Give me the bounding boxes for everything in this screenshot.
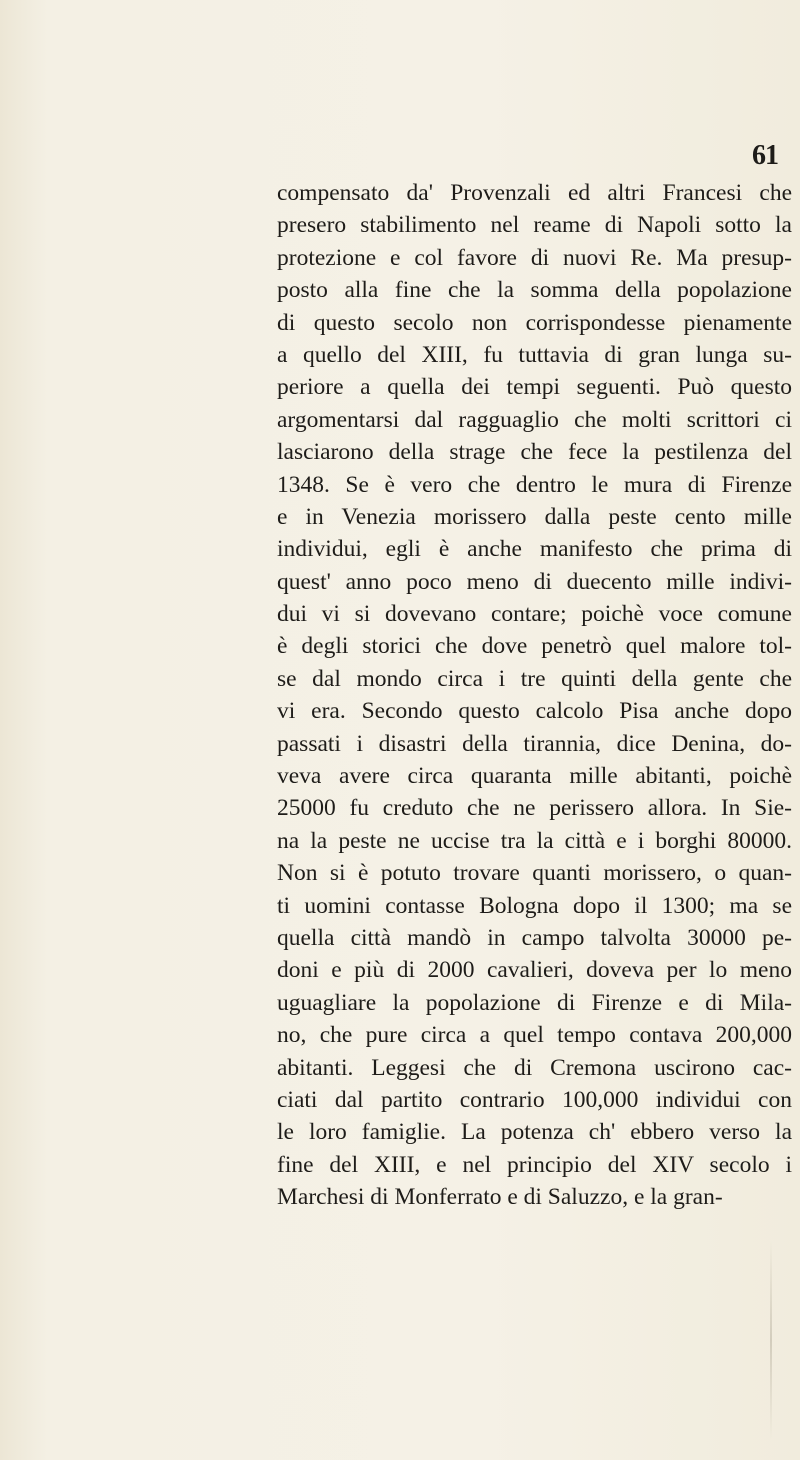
text-line: compensato da' Provenzali ed altri Francesi che xyxy=(277,180,792,206)
text-line: doni e più di 2000 cavalieri, doveva per lo meno xyxy=(277,957,792,984)
body-text xyxy=(277,177,792,1214)
page-edge-shadow xyxy=(770,1240,772,1440)
text-line: ciati dal partito contrario 100,000 individui con xyxy=(277,1086,792,1113)
text-line: dui vi si dovevano contare; poichè voce comune xyxy=(277,601,792,628)
text-line: se dal mondo circa i tre quinti della gente che xyxy=(277,665,792,692)
text-line: protezione e col favore di nuovi Re. Ma presup- xyxy=(277,244,792,271)
text-line: uguagliare la popolazione di Firenze e di Mila- xyxy=(277,989,792,1016)
text-line: passati i disastri della tirannia, dice Denina, do- xyxy=(277,730,792,757)
text-line: argomentarsi dal ragguaglio che molti scrittori ci xyxy=(277,406,792,433)
text-line: posto alla fine che la somma della popolazione xyxy=(277,277,792,304)
text-line: quest' anno poco meno di duecento mille indivi- xyxy=(277,568,792,595)
text-line: le loro famiglie. La potenza ch' ebbero verso la xyxy=(277,1119,792,1146)
text-line: e in Venezia morissero dalla peste cento mille xyxy=(277,503,792,530)
text-line: presero stabilimento nel reame di Napoli sotto la xyxy=(277,212,792,239)
text-line: na la peste ne uccise tra la città e i borghi 80000. xyxy=(277,827,792,854)
text-line: Marchesi di Monferrato e di Saluzzo, e la gran- xyxy=(277,1184,723,1211)
text-line: lasciarono della strage che fece la pestilenza del xyxy=(277,439,792,466)
text-line: ti uomini contasse Bologna dopo il 1300; ma se xyxy=(277,892,792,919)
text-line: vi era. Secondo questo calcolo Pisa anche dopo xyxy=(277,698,792,725)
text-line: è degli storici che dove penetrò quel malore tol- xyxy=(277,633,792,660)
text-line: quella città mandò in campo talvolta 30000 pe- xyxy=(277,924,792,951)
text-line: abitanti. Leggesi che di Cremona uscirono cac- xyxy=(277,1054,792,1081)
text-line: a quello del XIII, fu tuttavia di gran lunga su- xyxy=(277,341,792,368)
text-line: 25000 fu creduto che ne perissero allora. In Sie- xyxy=(277,795,792,822)
text-line: di questo secolo non corrispondesse pienamente xyxy=(277,309,792,336)
page-number: 61 xyxy=(752,140,778,171)
text-line: no, che pure circa a quel tempo contava 200,000 xyxy=(277,1022,792,1049)
text-line: individui, egli è anche manifesto che prima di xyxy=(277,536,792,563)
text-line: periore a quella dei tempi seguenti. Può questo xyxy=(277,374,792,401)
text-line: fine del XIII, e nel principio del XIV secolo i xyxy=(277,1151,792,1178)
text-line: Non si è potuto trovare quanti morissero, o quan- xyxy=(277,860,792,887)
text-line: veva avere circa quaranta mille abitanti, poichè xyxy=(277,763,792,790)
text-line: 1348. Se è vero che dentro le mura di Firenze xyxy=(277,471,792,498)
